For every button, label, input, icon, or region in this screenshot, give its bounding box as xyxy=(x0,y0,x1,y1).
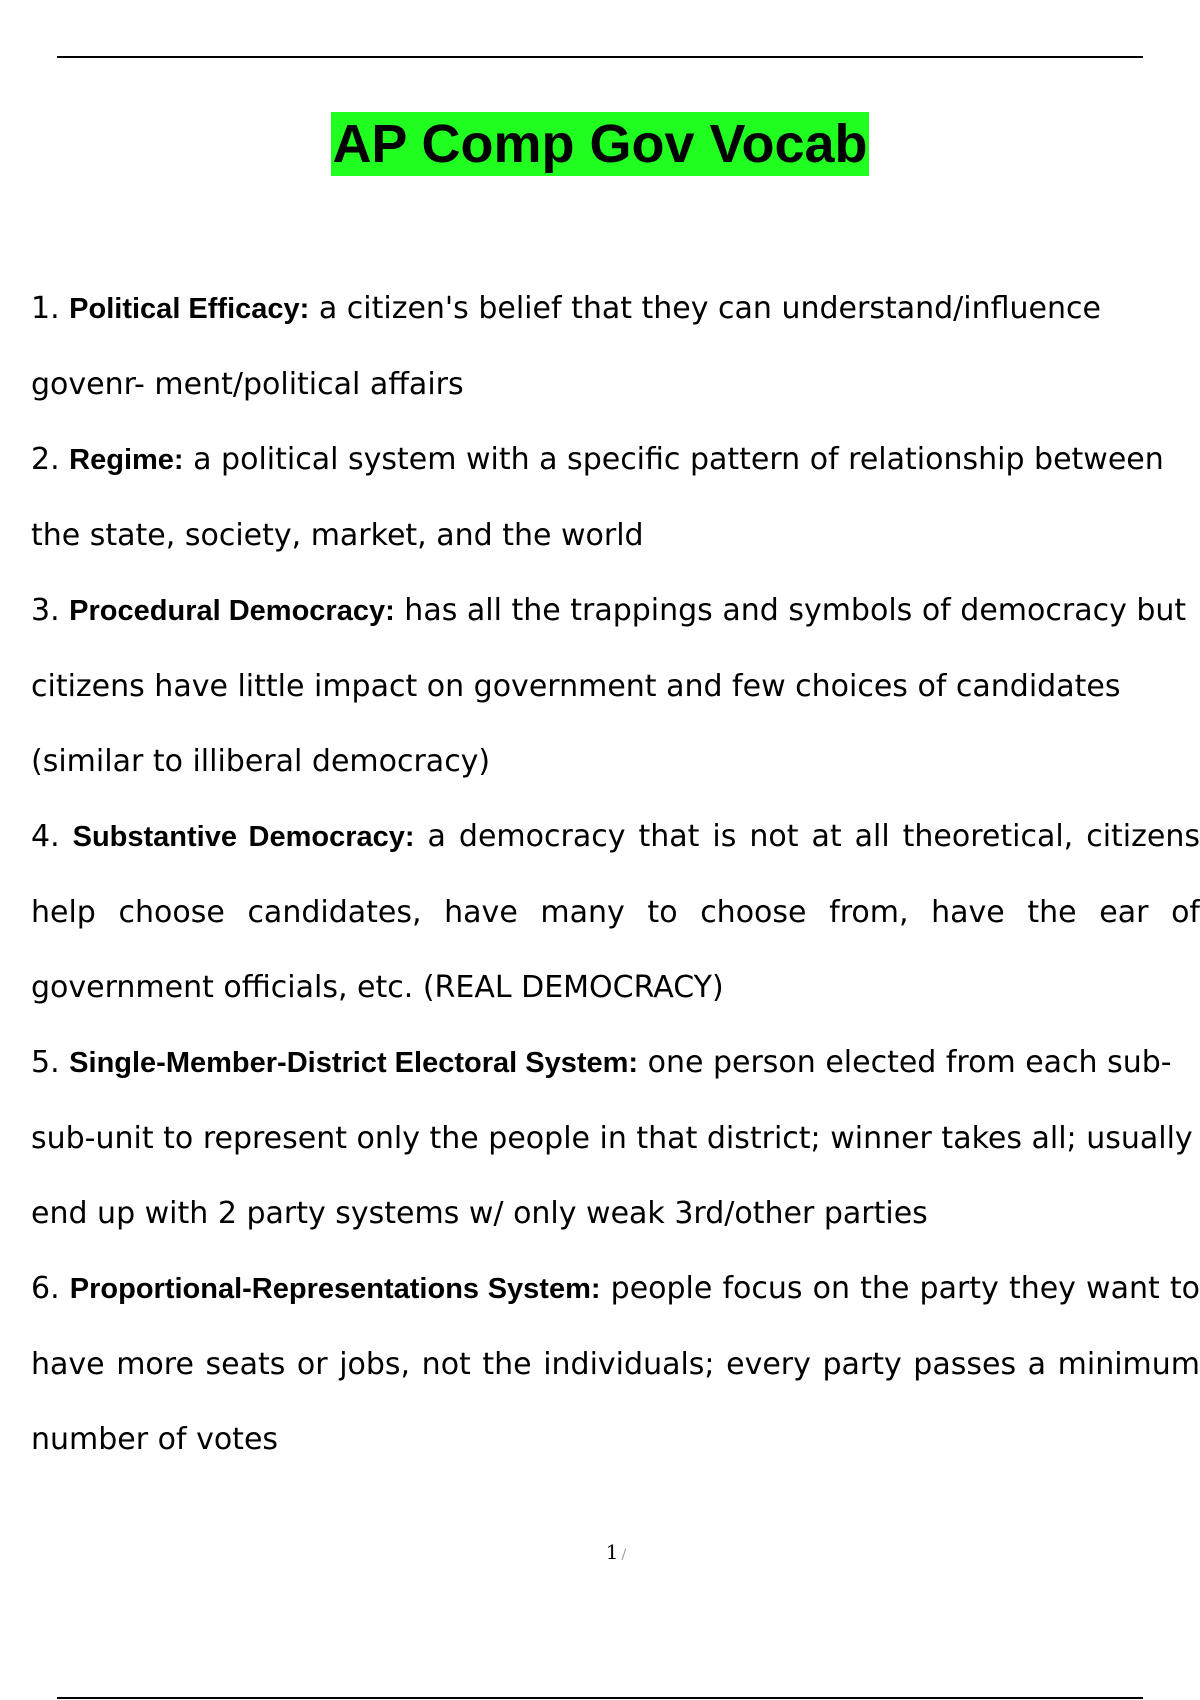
vocab-entry xyxy=(31,799,1200,1025)
document-title: AP Comp Gov Vocab xyxy=(332,114,868,174)
entry-definition: one person elected from each sub-sub-unit to represent only the people in that district; winner takes all; usually end up with 2 party systems w/ only weak 3rd/other parties xyxy=(31,1045,1193,1231)
title-container xyxy=(0,112,1200,176)
entry-text xyxy=(31,593,1186,779)
vocab-entry xyxy=(31,271,1200,422)
vocab-entry xyxy=(31,1025,1200,1251)
entry-term: Substantive Democracy: xyxy=(72,821,415,853)
top-rule xyxy=(57,56,1143,58)
entry-text xyxy=(31,442,1164,553)
entry-definition: a citizen's belief that they can understand/influence govenr- ment/political affairs xyxy=(31,291,1101,402)
entry-text xyxy=(31,1045,1193,1231)
entry-number: 3. xyxy=(31,593,60,628)
entry-definition: has all the trappings and symbols of democracy but citizens have little impact on government and few choices of candidates (similar to illiberal democracy) xyxy=(31,593,1187,779)
entry-term: Single-Member-District Electoral System: xyxy=(69,1047,639,1079)
entry-term: Proportional-Representations System: xyxy=(69,1273,601,1305)
page-number xyxy=(0,1540,1200,1564)
entry-term: Regime: xyxy=(69,444,184,476)
vocab-entry xyxy=(31,573,1200,799)
entry-term: Procedural Democracy: xyxy=(69,595,395,627)
entry-definition: people focus on the party they want to have more seats or jobs, not the individuals; every party passes a minimum number of votes xyxy=(31,1271,1200,1457)
entry-text xyxy=(31,819,1200,1005)
entry-text xyxy=(31,291,1101,402)
entry-definition: a democracy that is not at all theoretical, citizens help choose candidates, have many to choose from, have the ear of government officials, etc. (REAL DEMOCRACY) xyxy=(31,819,1200,1005)
entry-term: Political Efficacy: xyxy=(69,293,310,325)
page-number-value: 1 xyxy=(605,1540,619,1564)
entry-number: 6. xyxy=(31,1271,60,1306)
entry-number: 4. xyxy=(31,819,60,854)
vocab-entry xyxy=(31,1251,1200,1477)
vocab-entry xyxy=(31,422,1200,573)
bottom-rule xyxy=(57,1697,1143,1699)
entry-text xyxy=(31,1271,1200,1457)
page-separator: / xyxy=(621,1547,627,1563)
vocab-list xyxy=(31,271,1200,1477)
entry-number: 2. xyxy=(31,442,60,477)
entry-number: 5. xyxy=(31,1045,60,1080)
entry-number: 1. xyxy=(31,291,60,326)
entry-definition: a political system with a specific pattern of relationship between the state, society, market, and the world xyxy=(31,442,1164,553)
